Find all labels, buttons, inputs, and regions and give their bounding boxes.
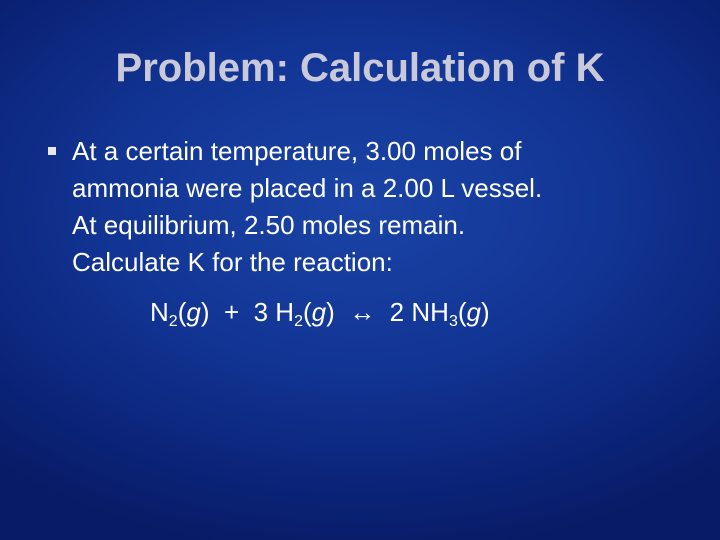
bullet-line-3: At equilibrium, 2.50 moles remain. (72, 210, 466, 240)
n2-state: g (186, 297, 201, 327)
n2-subscript: 2 (168, 313, 178, 330)
equilibrium-arrow-icon: ↔ (349, 297, 376, 327)
reaction-equation: $N_2(g) + 3$ $H_2(g)$ ↔ 2 $NH_3(g)$ (150, 297, 490, 330)
h2-state: g (311, 297, 327, 327)
h2-coefficient: 3 (253, 297, 269, 327)
bullet-text (72, 133, 692, 281)
bullet-line-2: ammonia were placed in a 2.00 L vessel. (72, 173, 543, 203)
n2-symbol: N (150, 297, 169, 327)
plus-sign: + (223, 297, 240, 327)
bullet-line-4: Calculate K for the reaction: (72, 247, 393, 277)
h2-symbol: H (275, 297, 295, 327)
nh3-symbol: NH (411, 297, 449, 327)
nh3-coefficient: 2 (389, 297, 405, 327)
nh3-subscript: 3 (448, 313, 458, 330)
square-bullet-icon (48, 147, 56, 155)
slide-title: Problem: Calculation of K (115, 46, 605, 90)
nh3-state: g (466, 297, 481, 327)
h2-subscript: 2 (294, 313, 303, 330)
bullet-line-1: At a certain temperature, 3.00 moles of (72, 136, 522, 166)
